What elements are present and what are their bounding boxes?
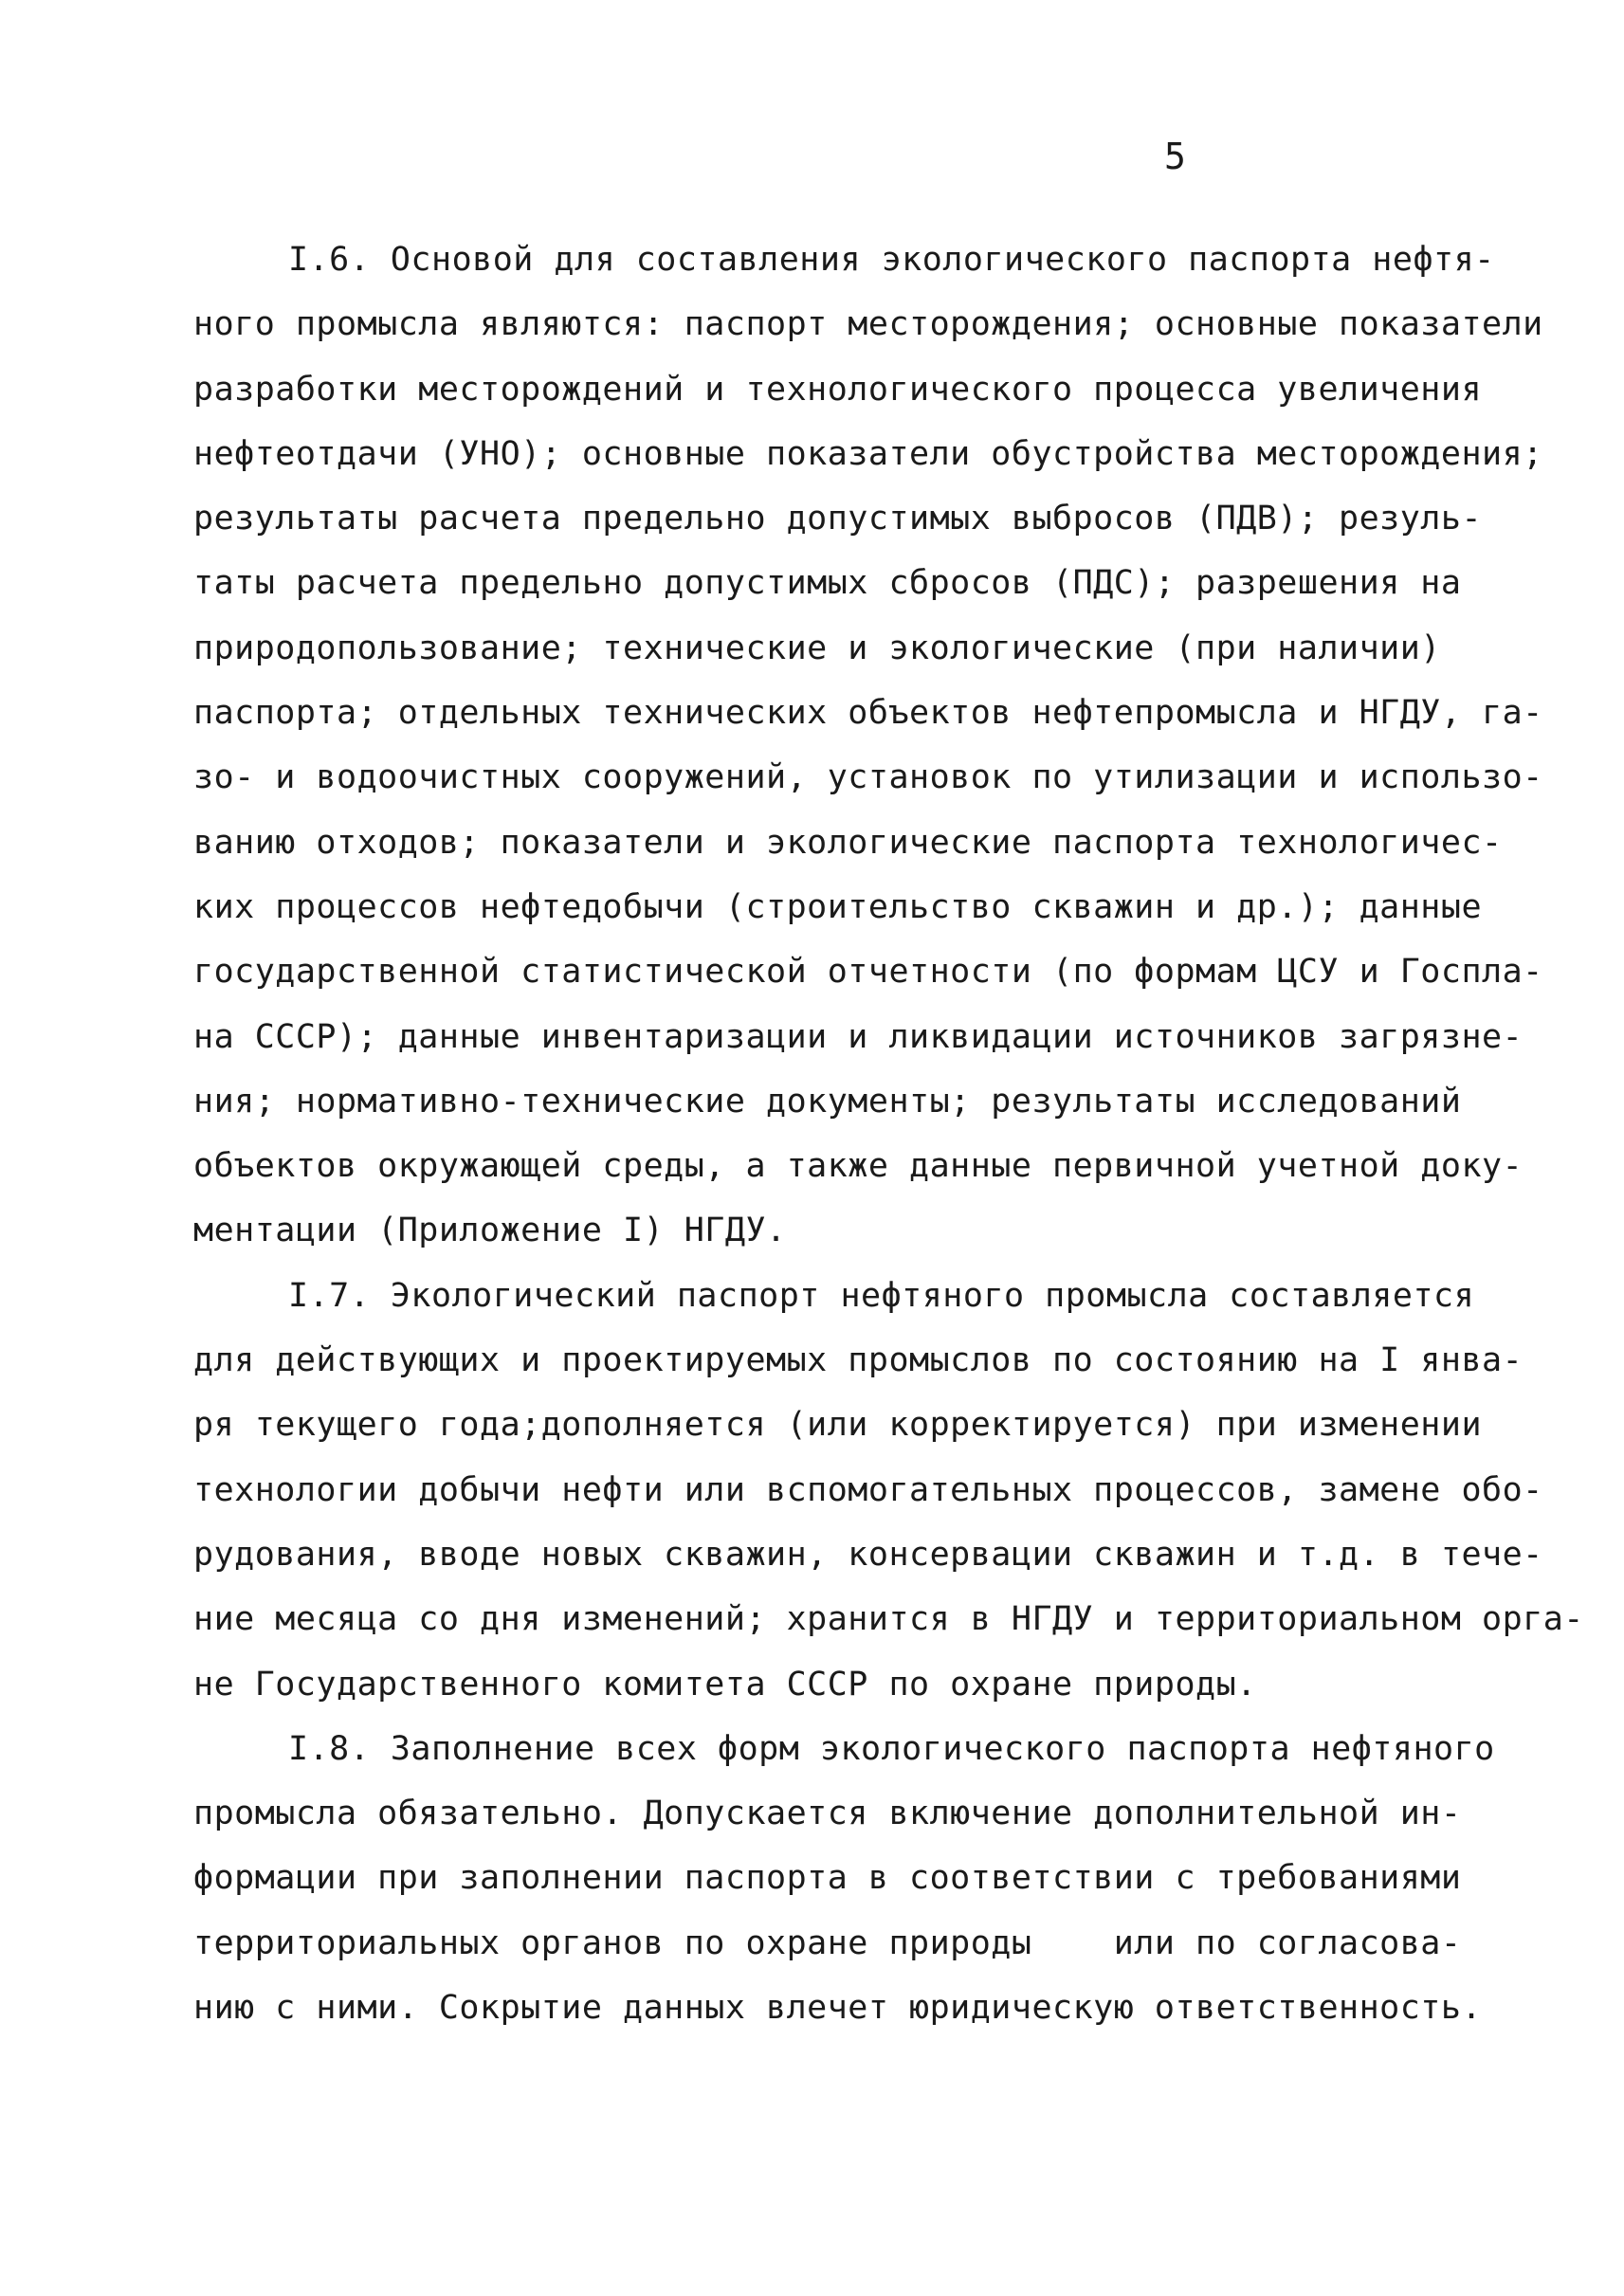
text-line: I.6. Основой для составления экологического паспорта нефтя- xyxy=(288,241,1495,279)
text-line: для действующих и проектируемых промыслов по состоянию на I янва- xyxy=(193,1341,1524,1380)
text-line: объектов окружающей среды, а также данные первичной учетной доку- xyxy=(193,1147,1524,1186)
text-line: результаты расчета предельно допустимых выбросов (ПДВ); резуль- xyxy=(193,500,1483,538)
text-line: государственной статистической отчетности (по формам ЦСУ и Госпла- xyxy=(193,953,1543,992)
text-line: нию с ними. Сокрытие данных влечет юридическую ответственность. xyxy=(193,1989,1483,2028)
text-line: промысла обязательно. Допускается включение дополнительной ин- xyxy=(193,1795,1462,1833)
text-line: территориальных органов по охране природы или по согласова- xyxy=(193,1923,1462,1962)
text-line: рудования, вводе новых скважин, консервации скважин и т.д. в тече- xyxy=(193,1535,1543,1574)
document-body xyxy=(193,228,1584,2040)
text-line: формации при заполнении паспорта в соответствии с требованиями xyxy=(193,1859,1462,1898)
page-number: 5 xyxy=(1164,136,1186,177)
text-line: на СССР); данные инвентаризации и ликвидации источников загрязне- xyxy=(193,1017,1524,1056)
text-line: ментации (Приложение I) НГДУ. xyxy=(193,1212,787,1250)
text-line: ких процессов нефтедобычи (строительство скважин и др.); данные xyxy=(193,887,1483,926)
text-line: не Государственного комитета СССР по охране природы. xyxy=(193,1665,1257,1704)
text-line: I.7. Экологический паспорт нефтяного промысла составляется xyxy=(288,1276,1475,1315)
paragraph-1-8 xyxy=(193,1717,1495,2040)
text-line: зо- и водоочистных сооружений, установок по утилизации и использо- xyxy=(193,758,1543,797)
text-line: I.8. Заполнение всех форм экологического паспорта нефтяного xyxy=(288,1729,1495,1768)
text-line: ния; нормативно-технические документы; результаты исследований xyxy=(193,1082,1462,1121)
text-line: нефтеотдачи (УНО); основные показатели обустройства месторождения; xyxy=(193,434,1543,473)
text-line: технологии добычи нефти или вспомогательных процессов, замене обо- xyxy=(193,1470,1543,1509)
text-line: разработки месторождений и технологического процесса увеличения xyxy=(193,370,1483,409)
text-line: ного промысла являются: паспорт месторождения; основные показатели xyxy=(193,305,1543,344)
text-line: паспорта; отдельных технических объектов нефтепромысла и НГДУ, га- xyxy=(193,694,1543,733)
paragraph-1-6 xyxy=(193,228,1543,1264)
text-line: ванию отходов; показатели и экологические паспорта технологичес- xyxy=(193,823,1503,862)
text-line: природопользование; технические и экологические (при наличии) xyxy=(193,629,1441,667)
text-line: таты расчета предельно допустимых сбросов (ПДС); разрешения на xyxy=(193,564,1462,603)
paragraph-1-7 xyxy=(193,1264,1584,1717)
text-line: ря текущего года;дополняется (или корректируется) при изменении xyxy=(193,1406,1483,1445)
text-line: ние месяца со дня изменений; хранится в НГДУ и территориальном орга- xyxy=(193,1600,1584,1639)
